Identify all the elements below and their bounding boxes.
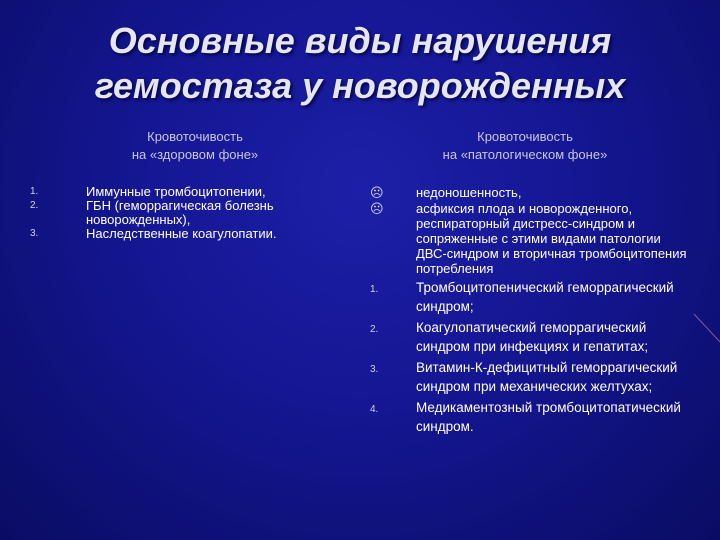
list-item xyxy=(30,185,340,199)
item-number: 4. xyxy=(370,404,379,415)
item-text: ГБН (геморрагическая болезнь новорожденных), xyxy=(86,198,274,227)
item-number: 2. xyxy=(370,324,379,335)
bullet-item xyxy=(370,185,690,200)
item-text: Витамин-К-дефицитный геморрагический синдром при механических желтухах; xyxy=(416,360,678,394)
item-text: Коагулопатический геморрагический синдром при инфекциях и гепатитах; xyxy=(416,320,649,354)
item-number: 3. xyxy=(370,364,379,375)
left-list xyxy=(30,185,340,241)
list-item xyxy=(370,358,690,396)
left-header-line-2: на «здоровом фоне» xyxy=(131,147,259,162)
list-item xyxy=(30,227,340,241)
item-number: 1. xyxy=(370,284,379,295)
right-list xyxy=(370,185,690,436)
item-text: Наследственные коагулопатии. xyxy=(86,226,277,241)
list-item xyxy=(370,398,690,436)
frown-face-icon: ☹ xyxy=(370,185,384,200)
decorative-line xyxy=(690,300,720,360)
slide-title xyxy=(40,18,680,108)
item-text: недоношенность, xyxy=(416,185,522,200)
title-line-2: гемостаза у новорожденных xyxy=(94,65,626,106)
list-item xyxy=(30,199,340,227)
item-number: 2. xyxy=(30,200,39,211)
right-column-header xyxy=(410,128,640,164)
item-number: 1. xyxy=(30,186,39,197)
title-line-1: Основные виды нарушения xyxy=(108,20,612,61)
left-column-header xyxy=(95,128,295,164)
frown-face-icon: ☹ xyxy=(370,201,384,216)
item-number: 3. xyxy=(30,228,39,239)
right-header-line-2: на «патологическом фоне» xyxy=(442,147,608,162)
item-text: Тромбоцитопенический геморрагический синдром; xyxy=(416,280,674,314)
list-item xyxy=(370,318,690,356)
item-text: асфиксия плода и новорожденного, респираторный дистресс-синдром и сопряженные с этими видами патологии ДВС-синдром и вторичная тромбоцитопения потребления xyxy=(416,201,687,276)
item-text: Иммунные тромбоцитопении, xyxy=(86,184,266,199)
right-header-line-1: Кровоточивость xyxy=(477,129,573,144)
left-header-line-1: Кровоточивость xyxy=(147,129,243,144)
list-item xyxy=(370,278,690,316)
bullet-item xyxy=(370,201,690,276)
item-text: Медикаментозный тромбоцитопатический синдром. xyxy=(416,400,681,434)
